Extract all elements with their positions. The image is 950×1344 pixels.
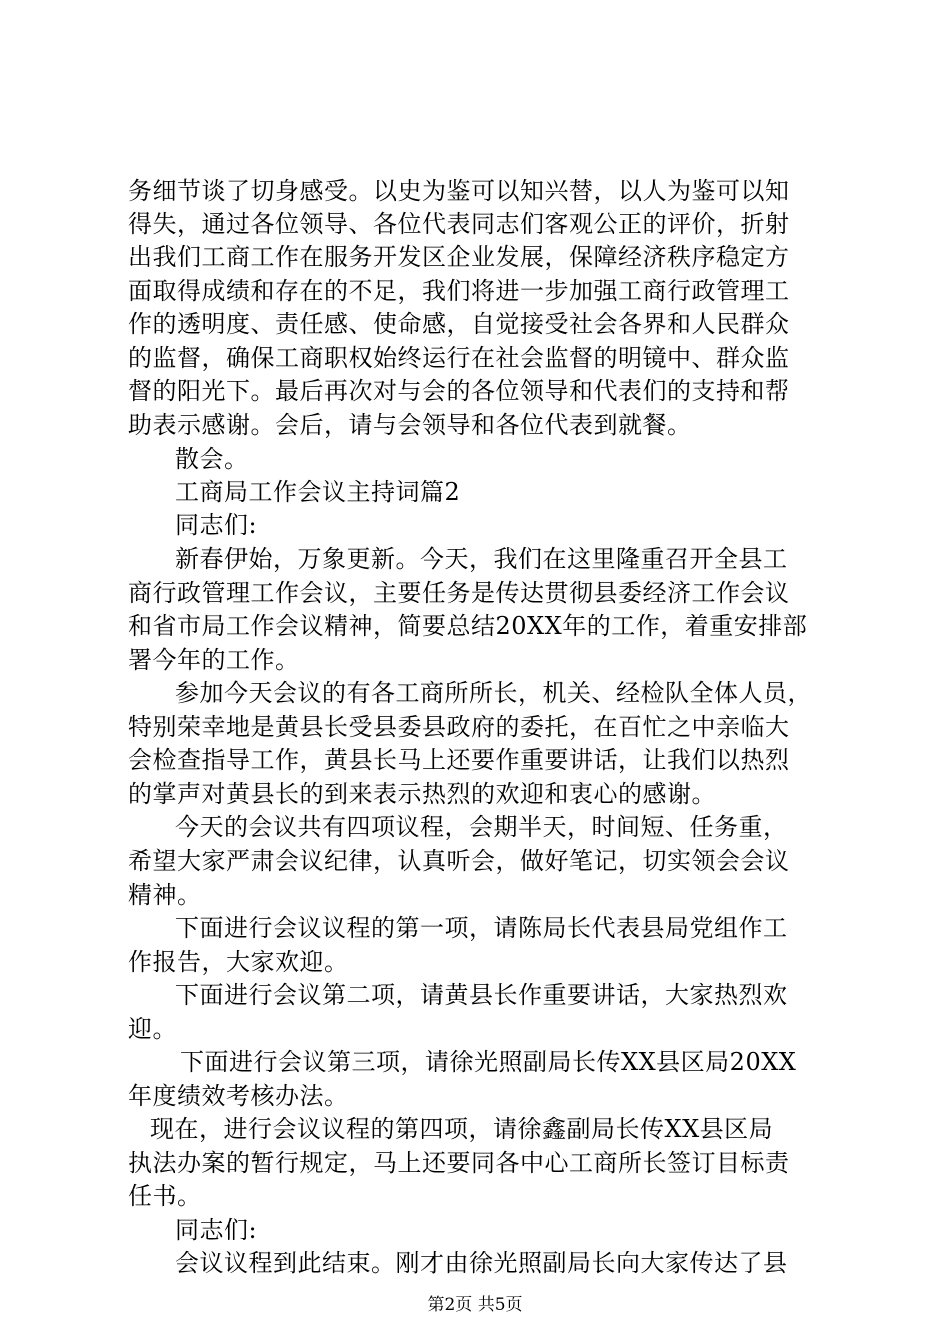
section-heading: 工商局工作会议主持词篇2: [175, 478, 461, 506]
text-line: 下面进行会议第三项，请徐光照副局长传XX县区局20XX: [180, 1048, 797, 1076]
text-line: 特别荣幸地是黄县长受县委县政府的委托，在百忙之中亲临大: [128, 713, 790, 741]
text-line: 迎。: [128, 1015, 177, 1043]
text-line: 助表示感谢。会后，请与会领导和各位代表到就餐。: [128, 411, 692, 439]
salutation: 同志们:: [175, 1216, 258, 1244]
text-line: 的掌声对黄县长的到来表示热烈的欢迎和衷心的感谢。: [128, 780, 716, 808]
text-line: 和省市局工作会议精神，简要总结20XX年的工作，着重安排部: [128, 612, 808, 640]
text-line: 面取得成绩和存在的不足，我们将进一步加强工商行政管理工: [128, 277, 790, 305]
text-line: 督的阳光下。最后再次对与会的各位领导和代表们的支持和帮: [128, 377, 790, 405]
text-line: 的监督，确保工商职权始终运行在社会监督的明镜中、群众监: [128, 344, 790, 372]
text-line: 署今年的工作。: [128, 646, 300, 674]
text-line: 下面进行会议议程的第一项，请陈局长代表县局党组作工: [175, 914, 788, 942]
salutation: 同志们:: [175, 511, 258, 539]
text-line: 希望大家严肃会议纪律，认真听会，做好笔记，切实领会会议: [128, 847, 790, 875]
text-line: 出我们工商工作在服务开发区企业发展，保障经济秩序稳定方: [128, 243, 790, 271]
text-line: 年度绩效考核办法。: [128, 1082, 349, 1110]
text-line: 商行政管理工作会议，主要任务是传达贯彻县委经济工作会议: [128, 579, 790, 607]
text-line: 精神。: [128, 881, 202, 909]
text-line: 作报告，大家欢迎。: [128, 948, 349, 976]
text-line: 现在，进行会议议程的第四项，请徐鑫副局长传XX县区局: [150, 1115, 774, 1143]
text-line: 执法办案的暂行规定，马上还要同各中心工商所长签订目标责: [128, 1149, 790, 1177]
text-line: 新春伊始，万象更新。今天，我们在这里隆重召开全县工: [175, 545, 788, 573]
text-line: 得失，通过各位领导、各位代表同志们客观公正的评价，折射: [128, 210, 790, 238]
text-line: 作的透明度、责任感、使命感，自觉接受社会各界和人民群众: [128, 310, 790, 338]
text-line: 务细节谈了切身感受。以史为鉴可以知兴替，以人为鉴可以知: [128, 177, 790, 205]
text-line: 今天的会议共有四项议程，会期半天，时间短、任务重，: [175, 813, 788, 841]
text-line: 任书。: [128, 1182, 202, 1210]
text-line: 散会。: [175, 445, 249, 473]
text-line: 下面进行会议第二项，请黄县长作重要讲话，大家热烈欢: [175, 981, 788, 1009]
text-line: 会议议程到此结束。刚才由徐光照副局长向大家传达了县: [175, 1249, 788, 1277]
page-footer: 第2页 共5页: [427, 1295, 523, 1315]
text-line: 会检查指导工作，黄县长马上还要作重要讲话，让我们以热烈: [128, 746, 790, 774]
text-line: 参加今天会议的有各工商所所长，机关、经检队全体人员，: [175, 679, 812, 707]
